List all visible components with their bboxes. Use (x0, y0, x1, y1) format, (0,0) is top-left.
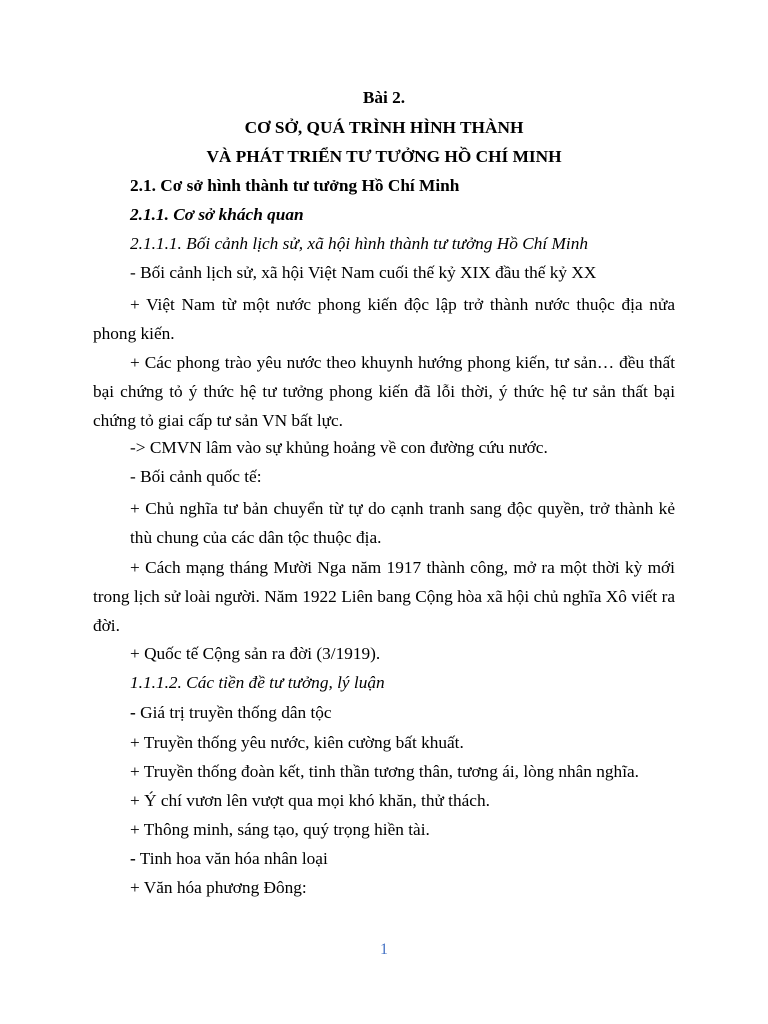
section-2-1-heading: 2.1. Cơ sở hình thành tư tưởng Hồ Chí Minh (130, 176, 460, 195)
paragraph-comintern: + Quốc tế Cộng sản ra đời (3/1919). (130, 644, 381, 663)
paragraph-context-world: - Bối cảnh quốc tế: (130, 467, 262, 486)
paragraph-vietnam-colony: + Việt Nam từ một nước phong kiến độc lập trở thành nước thuộc địa nửa phong kiến. (93, 295, 675, 344)
section-1-1-1-2-heading: 1.1.1.2. Các tiền đề tư tưởng, lý luận (130, 673, 385, 692)
paragraph-talent: + Thông minh, sáng tạo, quý trọng hiền tài. (130, 820, 430, 839)
paragraph-eastern-culture: + Văn hóa phương Đông: (130, 878, 307, 897)
paragraph-capitalism: + Chủ nghĩa tư bản chuyển từ tự do cạnh tranh sang độc quyền, trở thành kẻ thù chung của các dân tộc thuộc địa. (130, 499, 675, 548)
paragraph-october-revolution: + Cách mạng tháng Mười Nga năm 1917 thành công, mở ra một thời kỳ mới trong lịch sử loài người. Năm 1922 Liên bang Cộng hòa xã hội chủ nghĩa Xô viết ra đời. (93, 558, 675, 636)
paragraph-human-culture (130, 847, 328, 871)
bullet-dash: - (130, 703, 136, 722)
paragraph-solidarity: + Truyền thống đoàn kết, tinh thần tương thân, tương ái, lòng nhân nghĩa. (130, 762, 639, 781)
bullet-dash: - (130, 849, 136, 868)
title-line-1: CƠ SỞ, QUÁ TRÌNH HÌNH THÀNH (244, 118, 524, 137)
paragraph-will: + Ý chí vươn lên vượt qua mọi khó khăn, thử thách. (130, 791, 490, 810)
title-line-2: VÀ PHÁT TRIỂN TƯ TƯỞNG HỒ CHÍ MINH (206, 147, 562, 166)
section-2-1-1-1-heading: 2.1.1.1. Bối cảnh lịch sử, xã hội hình thành tư tưởng Hồ Chí Minh (130, 234, 588, 253)
paragraph-context-vietnam: - Bối cảnh lịch sử, xã hội Việt Nam cuối thế kỷ XIX đầu thế kỷ XX (130, 263, 597, 282)
section-2-1-1-heading: 2.1.1. Cơ sở khách quan (130, 205, 304, 224)
human-culture-text: Tinh hoa văn hóa nhân loại (135, 849, 328, 868)
page-number: 1 (380, 941, 388, 958)
paragraph-crisis: -> CMVN lâm vào sự khủng hoảng về con đường cứu nước. (130, 438, 548, 457)
national-values-text: Giá trị truyền thống dân tộc (135, 703, 332, 722)
lesson-heading: Bài 2. (362, 88, 406, 107)
paragraph-national-values (130, 701, 332, 725)
paragraph-patriotism: + Truyền thống yêu nước, kiên cường bất khuất. (130, 733, 464, 752)
paragraph-movements: + Các phong trào yêu nước theo khuynh hướng phong kiến, tư sản… đều thất bại chứng tỏ ý thức hệ tư tưởng phong kiến đã lỗi thời, ý thức hệ tư sản thất bại chứng tỏ giai cấp tư sản VN bất lực. (93, 353, 675, 431)
